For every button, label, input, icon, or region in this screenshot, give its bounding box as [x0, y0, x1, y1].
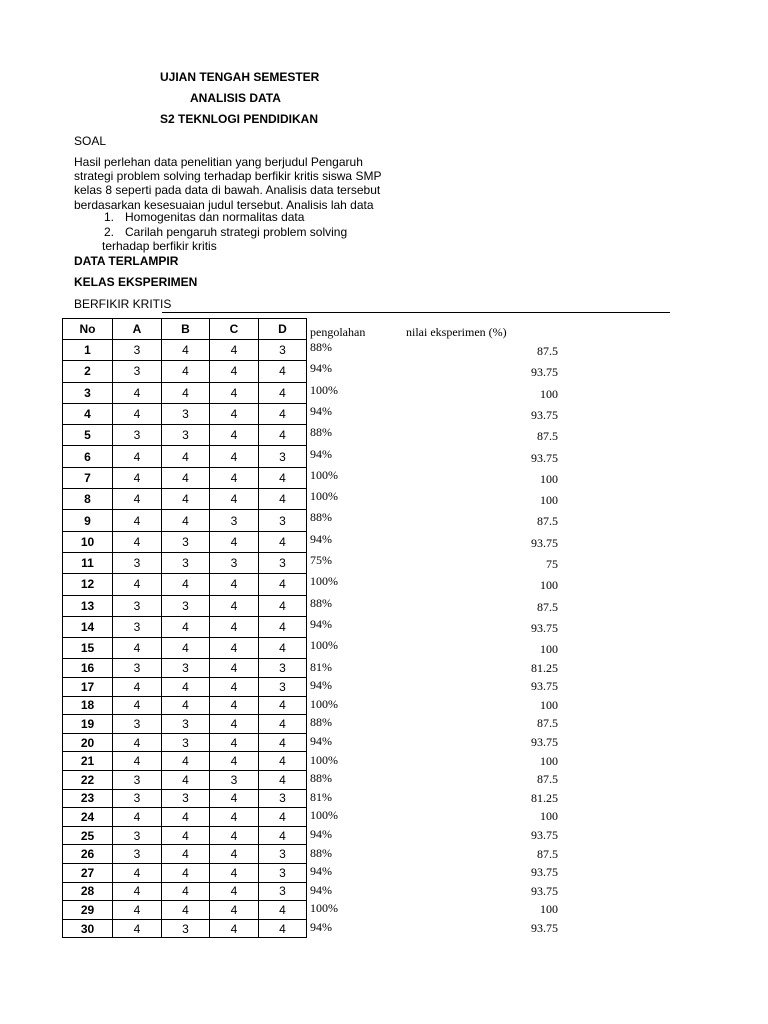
score-cell: 4 — [162, 616, 210, 637]
score-cell: 4 — [210, 595, 259, 616]
score-cell: 4 — [210, 678, 259, 697]
score-cell: 3 — [259, 678, 307, 697]
title-line-1: UJIAN TENGAH SEMESTER — [160, 70, 320, 84]
score-cell: 4 — [210, 638, 259, 659]
row-number: 6 — [63, 446, 113, 467]
berfikir-heading: BERFIKIR KRITIS — [74, 297, 172, 311]
table-row — [63, 403, 307, 424]
pengolahan-percent: 88% — [310, 771, 332, 786]
table-row — [63, 882, 307, 901]
score-cell: 4 — [210, 733, 259, 752]
pengolahan-percent: 75% — [310, 553, 332, 567]
score-cell: 4 — [162, 901, 210, 920]
score-cell: 3 — [113, 789, 162, 808]
table-row — [63, 863, 307, 882]
header-a: A — [113, 319, 162, 340]
table-row — [63, 752, 307, 771]
pengolahan-percent: 94% — [310, 403, 332, 418]
score-cell: 4 — [113, 403, 162, 424]
pengolahan-percent: 88% — [310, 845, 332, 860]
table-row — [63, 361, 307, 382]
score-cell: 4 — [210, 789, 259, 808]
score-cell: 4 — [113, 901, 162, 920]
score-cell: 4 — [113, 574, 162, 595]
row-number: 16 — [63, 659, 113, 678]
score-cell: 3 — [210, 510, 259, 531]
table-row — [63, 771, 307, 790]
table-row — [63, 659, 307, 678]
score-cell: 3 — [162, 659, 210, 678]
score-cell: 4 — [259, 403, 307, 424]
score-cell: 3 — [162, 531, 210, 552]
pengolahan-percent: 94% — [310, 919, 332, 934]
score-cell: 4 — [210, 659, 259, 678]
pengolahan-percent: 81% — [310, 659, 332, 674]
row-number: 18 — [63, 696, 113, 715]
pengolahan-percent: 100% — [310, 489, 338, 504]
pengolahan-percent: 94% — [310, 616, 332, 631]
nilai-value: 93.75 — [531, 920, 558, 935]
score-cell: 4 — [113, 919, 162, 938]
row-number: 23 — [63, 789, 113, 808]
row-number: 28 — [63, 882, 113, 901]
score-cell: 4 — [259, 574, 307, 595]
pengolahan-percent: 94% — [310, 361, 332, 376]
score-cell: 4 — [113, 446, 162, 467]
score-cell: 4 — [259, 595, 307, 616]
score-cell: 3 — [259, 446, 307, 467]
nilai-value: 100 — [540, 578, 558, 593]
nilai-value: 87.5 — [537, 846, 558, 861]
score-cell: 4 — [210, 340, 259, 361]
table-row — [63, 919, 307, 938]
nilai-value: 75 — [546, 557, 558, 571]
score-cell: 4 — [210, 531, 259, 552]
score-cell: 4 — [113, 808, 162, 827]
row-number: 11 — [63, 552, 113, 573]
row-number: 27 — [63, 863, 113, 882]
nilai-value: 93.75 — [531, 734, 558, 749]
score-cell: 4 — [210, 574, 259, 595]
list-item-2: Carilah pengaruh strategi problem solving — [125, 225, 348, 239]
score-cell: 4 — [162, 638, 210, 659]
row-number: 7 — [63, 467, 113, 488]
score-cell: 4 — [259, 425, 307, 446]
nilai-value: 100 — [540, 386, 558, 401]
row-number: 10 — [63, 531, 113, 552]
pengolahan-percent: 88% — [310, 510, 332, 525]
row-number: 1 — [63, 340, 113, 361]
row-number: 12 — [63, 574, 113, 595]
score-cell: 4 — [210, 901, 259, 920]
row-number: 21 — [63, 752, 113, 771]
score-cell: 4 — [259, 752, 307, 771]
table-row — [63, 574, 307, 595]
score-cell: 4 — [162, 845, 210, 864]
pengolahan-percent: 100% — [310, 901, 338, 916]
score-cell: 3 — [162, 595, 210, 616]
pengolahan-percent: 88% — [310, 715, 332, 730]
pengolahan-percent: 94% — [310, 882, 332, 897]
score-cell: 3 — [210, 771, 259, 790]
score-cell: 4 — [210, 715, 259, 734]
score-cell: 4 — [210, 489, 259, 510]
table-row — [63, 733, 307, 752]
table-row — [63, 808, 307, 827]
score-cell: 4 — [113, 489, 162, 510]
table-row — [63, 616, 307, 637]
score-cell: 3 — [162, 552, 210, 573]
score-cell: 4 — [113, 638, 162, 659]
list-item-1: Homogenitas dan normalitas data — [125, 210, 305, 224]
score-cell: 4 — [162, 340, 210, 361]
score-cell: 4 — [113, 678, 162, 697]
table-header-row — [63, 319, 307, 340]
score-cell: 3 — [259, 882, 307, 901]
score-cell: 4 — [259, 808, 307, 827]
row-number: 8 — [63, 489, 113, 510]
score-cell: 4 — [162, 808, 210, 827]
score-cell: 4 — [259, 901, 307, 920]
table-row — [63, 678, 307, 697]
row-number: 3 — [63, 382, 113, 403]
score-cell: 4 — [259, 826, 307, 845]
score-cell: 4 — [210, 446, 259, 467]
row-number: 9 — [63, 510, 113, 531]
score-cell: 4 — [210, 467, 259, 488]
score-cell: 4 — [162, 863, 210, 882]
score-cell: 4 — [210, 696, 259, 715]
paragraph-line-1: Hasil perlehan data penelitian yang berjudul Pengaruh — [74, 155, 363, 169]
table-row — [63, 845, 307, 864]
pengolahan-percent: 100% — [310, 467, 338, 482]
score-cell: 4 — [259, 489, 307, 510]
nilai-value: 100 — [540, 697, 558, 712]
score-cell: 4 — [259, 638, 307, 659]
score-cell: 3 — [113, 771, 162, 790]
pengolahan-percent: 94% — [310, 826, 332, 841]
score-cell: 4 — [113, 467, 162, 488]
score-cell: 4 — [210, 425, 259, 446]
nilai-value: 100 — [540, 642, 558, 657]
score-cell: 4 — [162, 752, 210, 771]
row-number: 30 — [63, 919, 113, 938]
score-cell: 4 — [259, 733, 307, 752]
score-cell: 3 — [113, 826, 162, 845]
header-c: C — [210, 319, 259, 340]
row-number: 2 — [63, 361, 113, 382]
score-cell: 4 — [113, 882, 162, 901]
pengolahan-percent: 94% — [310, 446, 332, 461]
nilai-value: 93.75 — [531, 450, 558, 465]
score-cell: 3 — [113, 659, 162, 678]
nilai-value: 87.5 — [537, 344, 558, 358]
paragraph-line-3: kelas 8 seperti pada data di bawah. Analisis data tersebut — [74, 183, 381, 197]
nilai-value: 100 — [540, 493, 558, 508]
table-row — [63, 826, 307, 845]
score-cell: 4 — [162, 382, 210, 403]
score-cell: 3 — [113, 616, 162, 637]
score-cell: 3 — [259, 510, 307, 531]
pengolahan-percent: 100% — [310, 808, 338, 823]
score-cell: 3 — [162, 403, 210, 424]
nilai-value: 93.75 — [531, 679, 558, 694]
score-cell: 4 — [162, 574, 210, 595]
score-cell: 4 — [210, 382, 259, 403]
score-cell: 4 — [210, 752, 259, 771]
title-line-3: S2 TEKNLOGI PENDIDIKAN — [160, 112, 319, 126]
score-cell: 4 — [210, 361, 259, 382]
score-cell: 4 — [259, 715, 307, 734]
table-row — [63, 552, 307, 573]
table-row — [63, 531, 307, 552]
score-cell: 3 — [113, 361, 162, 382]
nilai-value: 87.5 — [537, 429, 558, 444]
score-cell: 4 — [210, 882, 259, 901]
table-row — [63, 446, 307, 467]
table-row — [63, 696, 307, 715]
nilai-value: 93.75 — [531, 535, 558, 550]
score-cell: 4 — [113, 733, 162, 752]
score-cell: 3 — [113, 340, 162, 361]
score-cell: 3 — [259, 659, 307, 678]
score-cell: 4 — [259, 361, 307, 382]
score-cell: 4 — [210, 863, 259, 882]
nilai-value: 93.75 — [531, 883, 558, 898]
score-cell: 4 — [113, 531, 162, 552]
pengolahan-percent: 88% — [310, 425, 332, 440]
score-cell: 3 — [259, 789, 307, 808]
pengolahan-percent: 100% — [310, 696, 338, 711]
header-no: No — [63, 319, 113, 340]
header-b: B — [162, 319, 210, 340]
score-cell: 4 — [210, 616, 259, 637]
nilai-value: 100 — [540, 753, 558, 768]
data-table — [62, 318, 307, 938]
pengolahan-percent: 81% — [310, 789, 332, 804]
score-cell: 4 — [210, 808, 259, 827]
nilai-value: 100 — [540, 902, 558, 917]
pengolahan-percent: 94% — [310, 733, 332, 748]
table-row — [63, 715, 307, 734]
score-cell: 4 — [113, 510, 162, 531]
row-number: 13 — [63, 595, 113, 616]
score-cell: 4 — [162, 489, 210, 510]
score-cell: 3 — [113, 715, 162, 734]
nilai-value: 93.75 — [531, 865, 558, 880]
pengolahan-percent: 94% — [310, 678, 332, 693]
score-cell: 3 — [162, 919, 210, 938]
row-number: 5 — [63, 425, 113, 446]
nilai-value: 93.75 — [531, 827, 558, 842]
row-number: 15 — [63, 638, 113, 659]
score-cell: 4 — [162, 510, 210, 531]
nilai-value: 87.5 — [537, 599, 558, 614]
score-cell: 4 — [162, 361, 210, 382]
nilai-value: 81.25 — [531, 790, 558, 805]
pengolahan-percent: 100% — [310, 638, 338, 653]
pengolahan-percent: 94% — [310, 531, 332, 546]
list-number-2: 2. — [104, 225, 115, 239]
table-row — [63, 340, 307, 361]
table-row — [63, 489, 307, 510]
row-number: 24 — [63, 808, 113, 827]
title-line-2: ANALISIS DATA — [190, 91, 281, 105]
header-d: D — [259, 319, 307, 340]
row-number: 19 — [63, 715, 113, 734]
score-cell: 3 — [113, 425, 162, 446]
score-cell: 3 — [259, 845, 307, 864]
pengolahan-percent: 100% — [310, 382, 338, 397]
score-cell: 4 — [259, 467, 307, 488]
score-cell: 3 — [113, 595, 162, 616]
score-cell: 4 — [259, 919, 307, 938]
score-cell: 4 — [162, 446, 210, 467]
nilai-value: 87.5 — [537, 514, 558, 529]
score-cell: 4 — [162, 696, 210, 715]
nilai-value: 87.5 — [537, 772, 558, 787]
score-cell: 4 — [210, 826, 259, 845]
table-row — [63, 595, 307, 616]
nilai-value: 100 — [540, 809, 558, 824]
nilai-value: 100 — [540, 471, 558, 486]
score-cell: 3 — [259, 863, 307, 882]
score-cell: 3 — [162, 425, 210, 446]
score-cell: 3 — [259, 340, 307, 361]
row-number: 26 — [63, 845, 113, 864]
nilai-label: nilai eksperimen (%) — [406, 325, 507, 339]
score-cell: 4 — [162, 882, 210, 901]
score-cell: 4 — [259, 771, 307, 790]
nilai-value: 81.25 — [531, 660, 558, 675]
score-cell: 4 — [259, 382, 307, 403]
data-terlampir-heading: DATA TERLAMPIR — [74, 254, 179, 268]
score-cell: 3 — [162, 789, 210, 808]
soal-label: SOAL — [74, 134, 107, 148]
table-row — [63, 425, 307, 446]
table-row — [63, 510, 307, 531]
nilai-value: 87.5 — [537, 716, 558, 731]
score-cell: 4 — [162, 678, 210, 697]
score-cell: 3 — [210, 552, 259, 573]
score-cell: 3 — [259, 552, 307, 573]
row-number: 4 — [63, 403, 113, 424]
score-cell: 4 — [259, 616, 307, 637]
row-number: 20 — [63, 733, 113, 752]
score-cell: 3 — [113, 845, 162, 864]
list-number-1: 1. — [104, 210, 115, 224]
nilai-value: 93.75 — [531, 365, 558, 380]
kelas-heading: KELAS EKSPERIMEN — [74, 275, 198, 289]
row-number: 14 — [63, 616, 113, 637]
score-cell: 4 — [113, 382, 162, 403]
table-row — [63, 382, 307, 403]
pengolahan-percent: 94% — [310, 864, 332, 879]
table-row — [63, 901, 307, 920]
table-row — [63, 789, 307, 808]
score-cell: 4 — [210, 919, 259, 938]
score-cell: 4 — [113, 752, 162, 771]
divider-line — [162, 312, 670, 313]
score-cell: 3 — [162, 733, 210, 752]
score-cell: 4 — [210, 845, 259, 864]
score-cell: 4 — [162, 771, 210, 790]
score-cell: 3 — [162, 715, 210, 734]
row-number: 29 — [63, 901, 113, 920]
score-cell: 4 — [259, 696, 307, 715]
paragraph-line-4: berdasarkan kesesuaian judul tersebut. Analisis lah data — [74, 198, 374, 212]
pengolahan-percent: 100% — [310, 752, 338, 767]
nilai-value: 93.75 — [531, 407, 558, 422]
pengolahan-percent: 88% — [310, 340, 332, 354]
table-row — [63, 467, 307, 488]
pengolahan-label: pengolahan — [310, 325, 366, 339]
score-cell: 4 — [162, 826, 210, 845]
score-cell: 4 — [113, 696, 162, 715]
score-cell: 4 — [259, 531, 307, 552]
pengolahan-percent: 100% — [310, 574, 338, 589]
score-cell: 4 — [210, 403, 259, 424]
nilai-value: 93.75 — [531, 620, 558, 635]
pengolahan-percent: 88% — [310, 595, 332, 610]
score-cell: 4 — [113, 863, 162, 882]
row-number: 22 — [63, 771, 113, 790]
row-number: 25 — [63, 826, 113, 845]
table-row — [63, 638, 307, 659]
list-item-2-cont: terhadap berfikir kritis — [102, 239, 217, 253]
paragraph-line-2: strategi problem solving terhadap berfikir kritis siswa SMP — [74, 169, 382, 183]
row-number: 17 — [63, 678, 113, 697]
score-cell: 4 — [162, 467, 210, 488]
score-cell: 3 — [113, 552, 162, 573]
